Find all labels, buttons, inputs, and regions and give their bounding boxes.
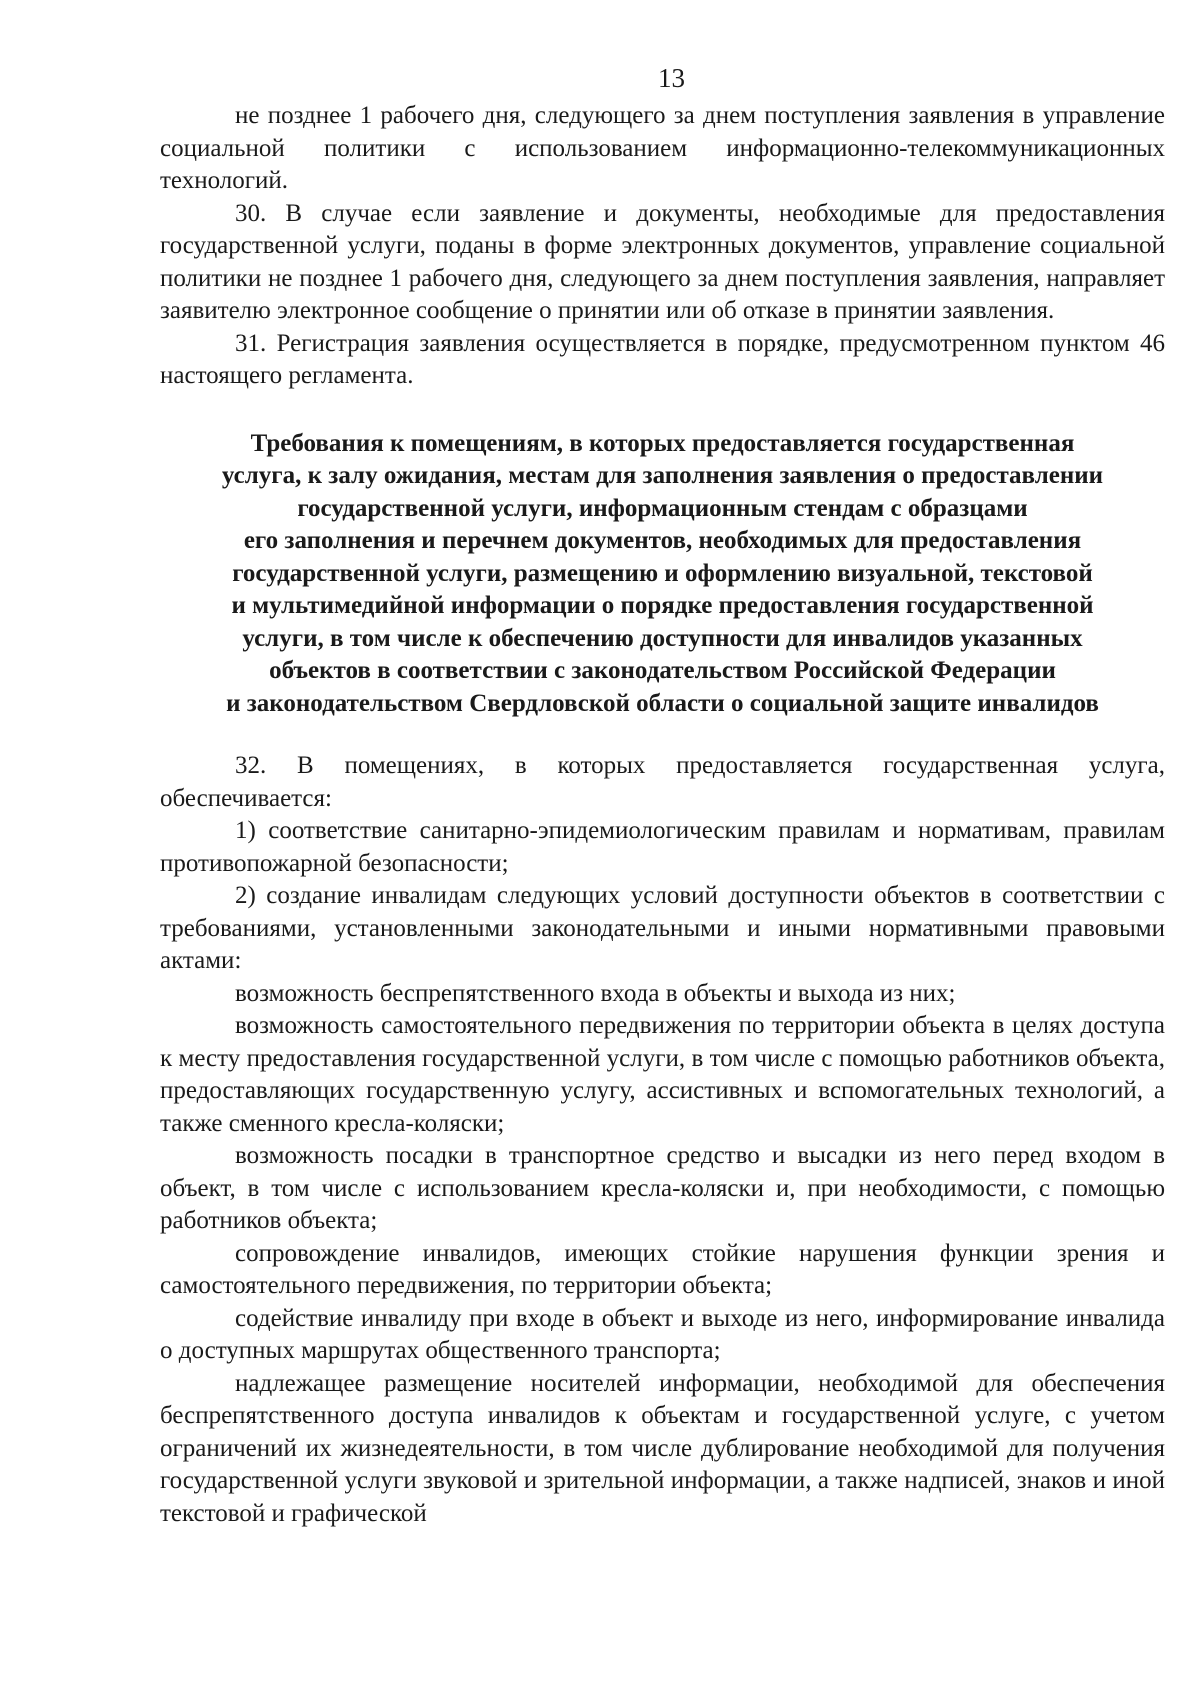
- heading-line-8: объектов в соответствии с законодательством Российской Федерации: [269, 657, 1056, 684]
- main-block: [160, 750, 1165, 1530]
- heading-line-7: услуги, в том числе к обеспечению доступности для инвалидов указанных: [242, 624, 1083, 652]
- condition-information: надлежащее размещение носителей информации, необходимой для обеспечения беспрепятственного доступа инвалидов к объектам и государственной услуге, с учетом ограничений их жизнедеятельности, в том числе дублирование необходимой для получения государственной услуги звуковой и зрительной информации, а также надписей, знаков и иной текстовой и графической: [160, 1369, 1165, 1527]
- heading-line-5: государственной услуги, размещению и оформлению визуальной, текстовой: [232, 559, 1093, 587]
- paragraph-30: 30. В случае если заявление и документы, необходимые для предоставления государственной услуги, поданы в форме электронных документов, управление социальной политики не позднее 1 рабочего дня, следующего за днем поступления заявления, направляет заявителю электронное сообщение о принятии или об отказе в принятии заявления.: [160, 199, 1165, 324]
- heading-line-3: государственной услуги, информационным стендам с образцами: [297, 494, 1028, 522]
- paragraph-continuation: не позднее 1 рабочего дня, следующего за днем поступления заявления в управление социальной политики с использованием информационно-телекоммуникационных технологий.: [160, 102, 1165, 194]
- heading-line-4: его заполнения и перечнем документов, необходимых для предоставления: [243, 527, 1082, 554]
- paragraph-32: 32. В помещениях, в которых предоставляется государственная услуга, обеспечивается:: [160, 752, 1165, 812]
- heading-line-9: и законодательством Свердловской области о социальной защите инвалидов: [226, 689, 1099, 717]
- intro-block: [160, 100, 1165, 393]
- condition-transport: возможность посадки в транспортное средство и высадки из него перед входом в объект, в том числе с использованием кресла-коляски и, при необходимости, с помощью работников объекта;: [160, 1142, 1165, 1234]
- heading-line-1: Требования к помещениям, в которых предоставляется государственная: [250, 429, 1075, 457]
- page-number: 13: [658, 63, 685, 93]
- list-item-1: 1) соответствие санитарно-эпидемиологическим правилам и нормативам, правилам противопожарной безопасности;: [160, 817, 1165, 877]
- paragraph-31: 31. Регистрация заявления осуществляется в порядке, предусмотренном пунктом 46 настоящего регламента.: [160, 329, 1165, 389]
- list-item-2: 2) создание инвалидам следующих условий доступности объектов в соответствии с требованиями, установленными законодательными и иными нормативными правовыми актами:: [160, 882, 1165, 974]
- document-page: [160, 62, 1165, 1530]
- heading-line-6: и мультимедийной информации о порядке предоставления государственной: [231, 592, 1094, 619]
- condition-movement: возможность самостоятельного передвижения по территории объекта в целях доступа к месту предоставления государственной услуги, в том числе с помощью работников объекта, предоставляющих государственную услугу, ассистивных и вспомогательных технологий, а также сменного кресла-коляски;: [160, 1012, 1165, 1137]
- condition-escort: сопровождение инвалидов, имеющих стойкие нарушения функции зрения и самостоятельного передвижения, по территории объекта;: [160, 1239, 1165, 1299]
- condition-assistance: содействие инвалиду при входе в объект и выходе из него, информирование инвалида о доступных маршрутах общественного транспорта;: [160, 1304, 1165, 1364]
- heading-line-2: услуга, к залу ожидания, местам для заполнения заявления о предоставлении: [221, 462, 1104, 489]
- section-heading: [160, 428, 1165, 721]
- condition-entrance: возможность беспрепятственного входа в объекты и выхода из них;: [235, 979, 956, 1007]
